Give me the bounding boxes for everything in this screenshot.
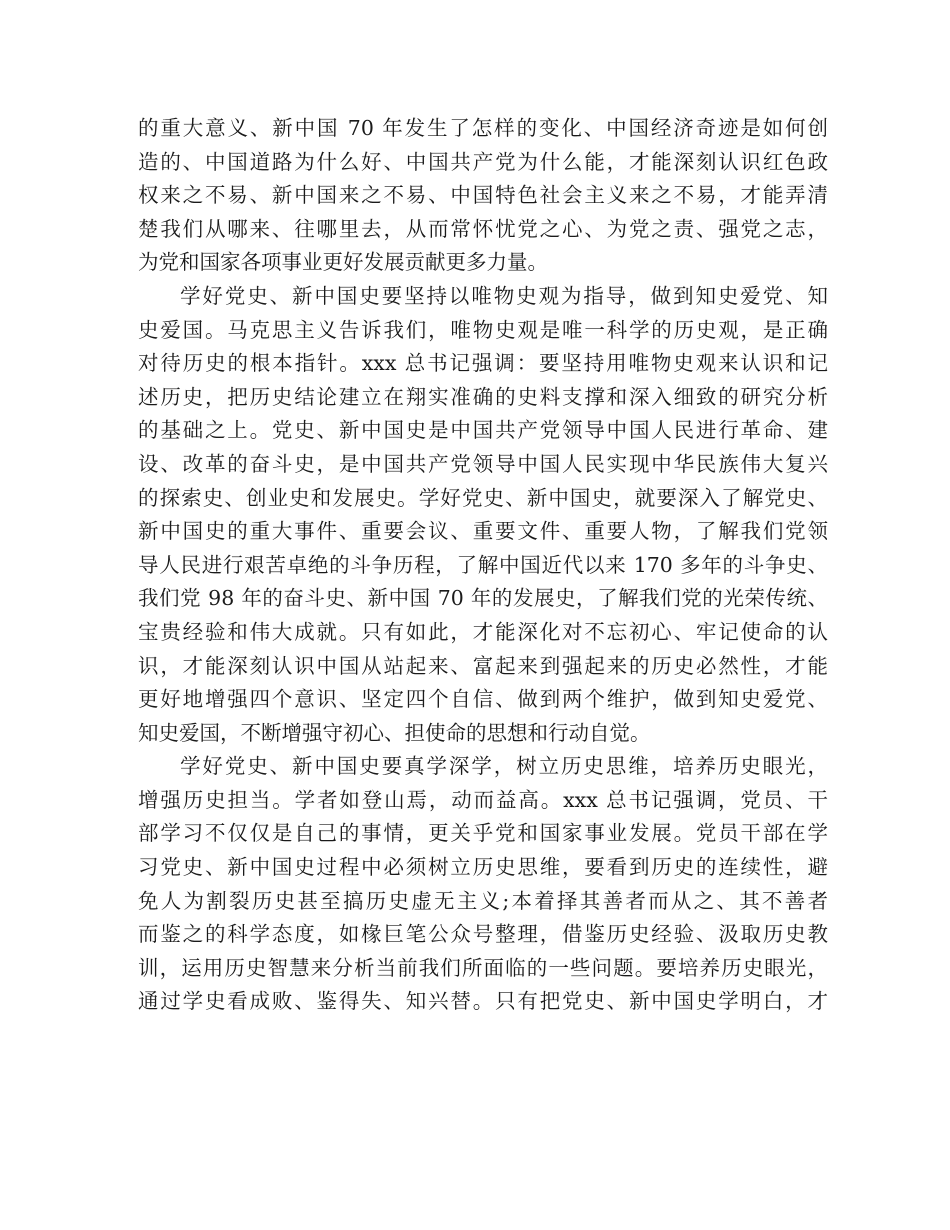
text-line: 宝贵经验和伟大成就。只有如此，才能深化对不忘初心、牢记使命的认 [138,619,828,644]
text-line: 我们党 98 年的奋斗史、新中国 70 年的发展史，了解我们党的光荣传统、 [138,586,828,611]
text-line: 造的、中国道路为什么好、中国共产党为什么能，才能深刻认识红色政 [138,149,828,174]
text-line: 部学习不仅仅是自己的事情，更关乎党和国家事业发展。党员干部在学 [138,821,828,846]
text-line: 更好地增强四个意识、坚定四个自信、做到两个维护，做到知史爱党、 [138,687,828,712]
text-line: 通过学史看成败、鉴得失、知兴替。只有把党史、新中国史学明白，才 [138,989,828,1014]
text-line: 知史爱国，不断增强守初心、担使命的思想和行动自觉。 [138,720,651,745]
text-line: 对待历史的根本指针。xxx 总书记强调：要坚持用唯物史观来认识和记 [138,351,828,376]
text-line: 而鉴之的科学态度，如椽巨笔公众号整理，借鉴历史经验、汲取历史教 [138,922,828,947]
text-line: 的重大意义、新中国 70 年发生了怎样的变化、中国经济奇迹是如何创 [138,116,828,140]
text-line: 设、改革的奋斗史，是中国共产党领导中国人民实现中华民族伟大复兴 [138,451,828,476]
text-line: 权来之不易、新中国来之不易、中国特色社会主义来之不易，才能弄清 [138,183,828,208]
text-line: 习党史、新中国史过程中必须树立历史思维，要看到历史的连续性，避 [138,855,828,880]
text-line: 增强历史担当。学者如登山焉，动而益高。xxx 总书记强调，党员、干 [138,787,828,812]
text-line: 新中国史的重大事件、重要会议、重要文件、重要人物，了解我们党领 [138,519,828,544]
text-line: 免人为割裂历史甚至搞历史虚无主义;本着择其善者而从之、其不善者 [138,888,828,913]
text-line: 述历史，把历史结论建立在翔实准确的史料支撑和深入细致的研究分析 [138,384,828,409]
text-line: 识，才能深刻认识中国从站起来、富起来到强起来的历史必然性，才能 [138,653,828,678]
body-text [138,112,828,1019]
text-line: 训，运用历史智慧来分析当前我们所面临的一些问题。要培养历史眼光， [138,955,828,980]
text-line: 的探索史、创业史和发展史。学好党史、新中国史，就要深入了解党史、 [138,485,828,510]
text-line: 史爱国。马克思主义告诉我们，唯物史观是唯一科学的历史观，是正确 [138,317,828,342]
paragraph-start-line: 学好党史、新中国史要真学深学，树立历史思维，培养历史眼光， [180,754,828,779]
text-line: 楚我们从哪来、往哪里去，从而常怀忧党之心、为党之责、强党之志， [138,216,828,241]
paragraph-start-line: 学好党史、新中国史要坚持以唯物史观为指导，做到知史爱党、知 [180,283,828,308]
text-line: 导人民进行艰苦卓绝的斗争历程，了解中国近代以来 170 多年的斗争史、 [138,552,828,577]
text-line: 的基础之上。党史、新中国史是中国共产党领导中国人民进行革命、建 [138,418,828,443]
text-line: 为党和国家各项事业更好发展贡献更多力量。 [138,250,548,275]
